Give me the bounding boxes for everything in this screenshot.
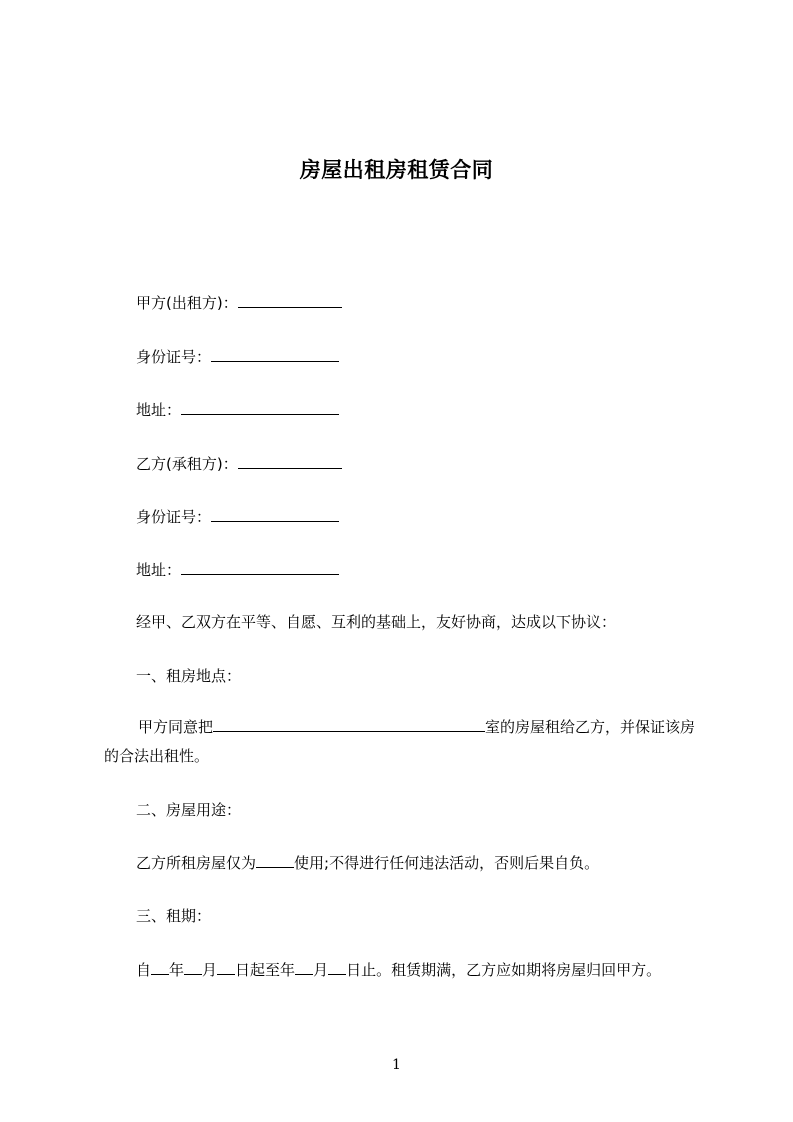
section-use-text <box>136 852 599 873</box>
party-a-id-label: 身份证号： <box>136 348 212 366</box>
party-b-id-blank <box>211 506 339 522</box>
party-a-id-line <box>136 346 339 367</box>
party-b-name-blank <box>238 453 342 469</box>
party-b-id-line <box>136 506 339 527</box>
section-term-heading: 三、租期： <box>136 907 212 925</box>
term-year-label: 年 <box>169 961 185 979</box>
section-use-heading: 二、房屋用途： <box>136 801 242 819</box>
party-b-address-blank <box>181 559 339 575</box>
term-end-month-blank <box>295 959 313 975</box>
party-a-label: 甲方(出租方)： <box>136 294 238 312</box>
party-a-line <box>136 292 342 313</box>
term-end-text: 日止。租赁期满，乙方应如期将房屋归回甲方。 <box>346 961 662 979</box>
term-start-year-blank <box>151 959 169 975</box>
document-title: 房屋出租房租赁合同 <box>299 158 494 183</box>
party-a-id-blank <box>211 346 339 362</box>
term-start-prefix: 自 <box>136 961 152 979</box>
party-a-name-blank <box>238 292 342 308</box>
term-end-day-blank <box>328 959 346 975</box>
use-text-after: 使用;不得进行任何违法活动，否则后果自负。 <box>294 854 600 872</box>
party-b-label: 乙方(承租方)： <box>136 455 238 473</box>
party-a-address-blank <box>181 399 339 415</box>
location-building-blank <box>213 716 325 732</box>
party-b-address-line <box>136 559 339 580</box>
location-text-after: 室的房屋租给乙方，并保证该房的合法出租性。 <box>104 718 696 765</box>
term-end-month-label: 月 <box>313 961 329 979</box>
location-text-before: 甲方同意把 <box>138 718 214 736</box>
section-location-text <box>104 713 704 771</box>
term-until-label: 日起至年 <box>235 961 296 979</box>
term-month-label: 月 <box>202 961 218 979</box>
party-b-line <box>136 453 342 474</box>
term-start-month-blank <box>184 959 202 975</box>
location-room-blank <box>325 716 485 732</box>
party-a-address-line <box>136 399 339 420</box>
use-purpose-blank <box>256 852 294 868</box>
party-b-address-label: 地址： <box>136 561 182 579</box>
agreement-intro: 经甲、乙双方在平等、自愿、互利的基础上，友好协商，达成以下协议： <box>136 613 617 631</box>
term-start-day-blank <box>217 959 235 975</box>
section-term-text <box>136 959 661 980</box>
party-a-address-label: 地址： <box>136 401 182 419</box>
section-location-heading: 一、租房地点： <box>136 667 242 685</box>
party-b-id-label: 身份证号： <box>136 508 212 526</box>
page-number: 1 <box>392 1057 401 1073</box>
use-text-before: 乙方所租房屋仅为 <box>136 854 257 872</box>
